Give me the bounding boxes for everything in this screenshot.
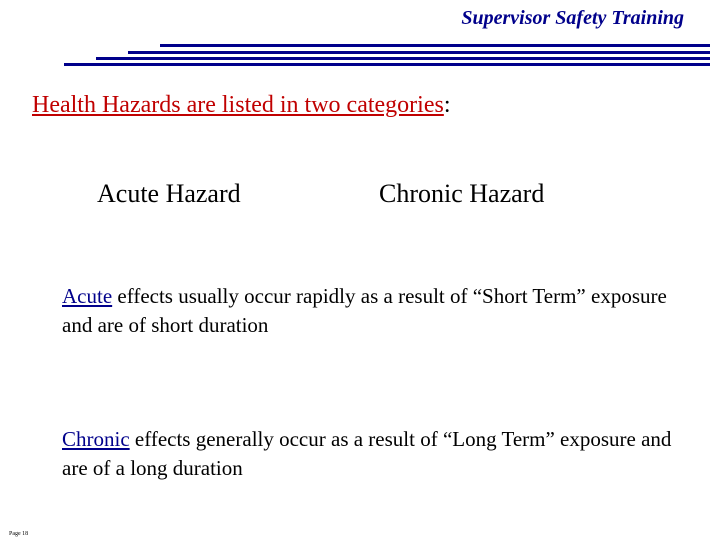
chronic-term: Chronic: [62, 427, 130, 451]
slide-heading-text: Health Hazards are listed in two categories: [32, 92, 444, 118]
header-title: Supervisor Safety Training: [461, 7, 684, 29]
page-number: Page 18: [9, 531, 29, 537]
header-rule: [160, 44, 710, 47]
acute-description: [62, 282, 702, 340]
slide-heading-colon: :: [443, 92, 451, 118]
chronic-description: [62, 425, 702, 483]
acute-term: Acute: [62, 284, 113, 308]
acute-description-text: effects usually occur rapidly as a result of “Short Term” exposure and are of short duration: [62, 284, 667, 337]
header-rule: [128, 51, 710, 54]
category-acute: Acute Hazard: [97, 179, 241, 208]
slide-heading: [32, 92, 451, 119]
header-rule: [96, 57, 710, 60]
chronic-description-text: effects generally occur as a result of “Long Term” exposure and are of a long duration: [62, 427, 672, 480]
category-chronic: Chronic Hazard: [379, 179, 545, 208]
header-rule: [64, 63, 710, 66]
